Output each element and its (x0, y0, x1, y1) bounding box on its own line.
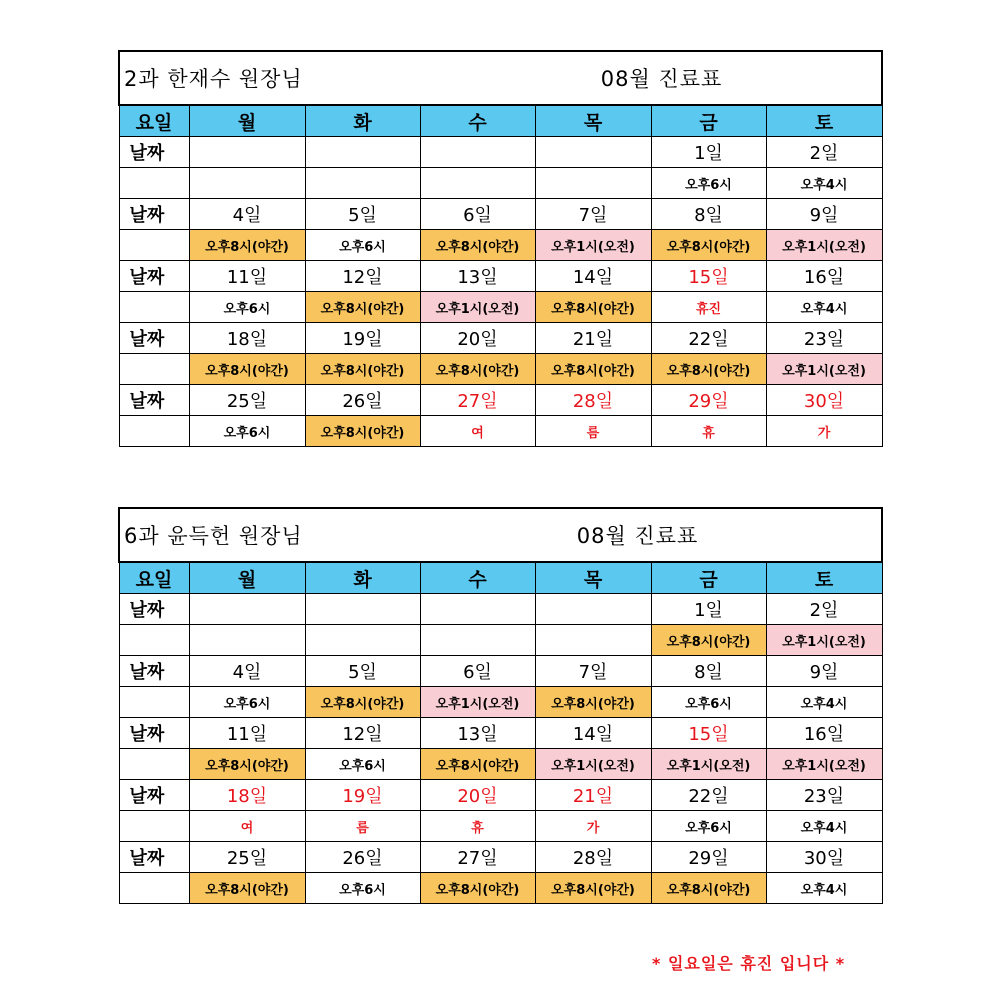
hours-cell: 오후8시(야간) (189, 354, 305, 385)
hours-cell: 여 (420, 416, 535, 447)
hours-cell: 휴진 (651, 292, 766, 323)
date-row (119, 780, 882, 811)
schedule-month-title: 08월 진료표 (600, 67, 723, 91)
date-cell (305, 594, 420, 625)
doctor-name: 6과 윤득헌 원장님 (124, 524, 303, 548)
hours-cell: 오후8시(야간) (305, 687, 420, 718)
hours-row (119, 625, 882, 656)
date-cell: 18일 (189, 323, 305, 354)
date-row (119, 594, 882, 625)
hours-row (119, 811, 882, 842)
hours-cell: 오후6시 (651, 168, 766, 199)
date-cell: 28일 (535, 385, 651, 416)
hours-cell: 름 (535, 416, 651, 447)
hours-cell (535, 625, 651, 656)
weekday-header: 목 (535, 105, 651, 137)
weekday-header-row (119, 562, 882, 594)
hours-cell: 오후8시(야간) (420, 230, 535, 261)
date-cell (535, 137, 651, 168)
hours-cell: 오후4시 (766, 292, 882, 323)
weekday-header-label: 요일 (119, 562, 189, 594)
hours-cell: 오후8시(야간) (535, 687, 651, 718)
hours-cell: 오후1시(오전) (535, 749, 651, 780)
hours-row (119, 230, 882, 261)
date-row-label: 날짜 (119, 594, 189, 625)
hours-row (119, 687, 882, 718)
date-cell: 8일 (651, 199, 766, 230)
date-cell: 11일 (189, 261, 305, 292)
weekday-header: 수 (420, 105, 535, 137)
hours-row (119, 354, 882, 385)
date-cell: 5일 (305, 199, 420, 230)
hours-cell: 오후8시(야간) (420, 873, 535, 904)
date-cell: 16일 (766, 261, 882, 292)
date-cell: 2일 (766, 137, 882, 168)
hours-row-label (119, 687, 189, 718)
hours-row-label (119, 749, 189, 780)
date-cell: 18일 (189, 780, 305, 811)
date-cell: 5일 (305, 656, 420, 687)
date-cell (189, 594, 305, 625)
date-cell: 1일 (651, 137, 766, 168)
hours-row-label (119, 625, 189, 656)
sunday-closed-note: * 일요일은 휴진 입니다 * (652, 954, 846, 973)
date-row (119, 718, 882, 749)
date-row-label: 날짜 (119, 261, 189, 292)
date-cell: 1일 (651, 594, 766, 625)
weekday-header: 수 (420, 562, 535, 594)
hours-cell: 오후6시 (189, 687, 305, 718)
date-cell (420, 594, 535, 625)
date-row (119, 199, 882, 230)
weekday-header: 금 (651, 562, 766, 594)
hours-row-label (119, 416, 189, 447)
date-row-label: 날짜 (119, 842, 189, 873)
date-cell: 21일 (535, 323, 651, 354)
title-row (119, 508, 882, 562)
date-cell: 7일 (535, 199, 651, 230)
date-row (119, 656, 882, 687)
date-cell: 6일 (420, 656, 535, 687)
hours-cell: 오후8시(야간) (305, 416, 420, 447)
hours-row (119, 873, 882, 904)
hours-cell: 오후1시(오전) (766, 749, 882, 780)
hours-cell: 름 (305, 811, 420, 842)
date-cell (305, 137, 420, 168)
date-cell: 22일 (651, 323, 766, 354)
weekday-header: 토 (766, 105, 882, 137)
date-cell: 27일 (420, 842, 535, 873)
weekday-header: 목 (535, 562, 651, 594)
doctor-name: 2과 한재수 원장님 (124, 67, 303, 91)
weekday-header: 화 (305, 562, 420, 594)
hours-cell: 오후8시(야간) (189, 873, 305, 904)
date-cell (420, 137, 535, 168)
schedule-month-title: 08월 진료표 (576, 524, 699, 548)
weekday-header: 월 (189, 562, 305, 594)
date-cell: 4일 (189, 656, 305, 687)
date-cell: 23일 (766, 780, 882, 811)
date-row (119, 137, 882, 168)
date-cell: 29일 (651, 842, 766, 873)
date-cell: 30일 (766, 842, 882, 873)
date-cell: 14일 (535, 718, 651, 749)
hours-cell: 오후8시(야간) (420, 354, 535, 385)
hours-cell (189, 625, 305, 656)
date-cell: 20일 (420, 323, 535, 354)
date-cell: 21일 (535, 780, 651, 811)
date-cell: 15일 (651, 261, 766, 292)
date-cell: 20일 (420, 780, 535, 811)
hours-cell: 오후6시 (305, 873, 420, 904)
date-row-label: 날짜 (119, 780, 189, 811)
hours-cell: 오후8시(야간) (420, 749, 535, 780)
date-cell: 6일 (420, 199, 535, 230)
hours-cell: 오후6시 (189, 292, 305, 323)
date-cell: 15일 (651, 718, 766, 749)
hours-cell: 오후4시 (766, 873, 882, 904)
date-cell: 2일 (766, 594, 882, 625)
hours-cell: 오후8시(야간) (651, 354, 766, 385)
hours-cell: 오후8시(야간) (189, 230, 305, 261)
hours-cell: 오후8시(야간) (535, 292, 651, 323)
hours-row-label (119, 292, 189, 323)
date-cell: 12일 (305, 718, 420, 749)
date-row (119, 323, 882, 354)
date-cell (189, 137, 305, 168)
date-row-label: 날짜 (119, 199, 189, 230)
hours-cell: 오후1시(오전) (535, 230, 651, 261)
hours-cell (535, 168, 651, 199)
date-row-label: 날짜 (119, 718, 189, 749)
date-cell: 28일 (535, 842, 651, 873)
date-cell: 19일 (305, 323, 420, 354)
hours-cell: 가 (766, 416, 882, 447)
schedule-table-doctor-2 (118, 50, 883, 447)
date-cell: 11일 (189, 718, 305, 749)
hours-cell (305, 625, 420, 656)
hours-cell: 오후6시 (305, 749, 420, 780)
date-cell: 14일 (535, 261, 651, 292)
hours-cell: 오후6시 (651, 811, 766, 842)
date-row (119, 385, 882, 416)
weekday-header: 화 (305, 105, 420, 137)
date-row-label: 날짜 (119, 656, 189, 687)
hours-cell: 오후8시(야간) (305, 292, 420, 323)
date-cell: 30일 (766, 385, 882, 416)
date-cell (535, 594, 651, 625)
hours-cell (420, 168, 535, 199)
weekday-header: 금 (651, 105, 766, 137)
hours-cell: 오후8시(야간) (189, 749, 305, 780)
hours-cell: 오후6시 (189, 416, 305, 447)
date-cell: 27일 (420, 385, 535, 416)
date-cell: 22일 (651, 780, 766, 811)
hours-cell: 여 (189, 811, 305, 842)
date-cell: 19일 (305, 780, 420, 811)
hours-row-label (119, 873, 189, 904)
date-cell: 25일 (189, 385, 305, 416)
hours-cell: 휴 (651, 416, 766, 447)
title-row (119, 51, 882, 105)
schedule-body (119, 51, 882, 447)
hours-row-label (119, 168, 189, 199)
hours-cell: 오후8시(야간) (651, 625, 766, 656)
hours-cell: 오후8시(야간) (651, 230, 766, 261)
date-cell: 12일 (305, 261, 420, 292)
schedule-table-doctor-6 (118, 507, 883, 904)
hours-cell: 오후1시(오전) (766, 230, 882, 261)
hours-cell: 오후6시 (651, 687, 766, 718)
hours-cell: 오후8시(야간) (535, 873, 651, 904)
schedule-body (119, 508, 882, 904)
date-cell: 23일 (766, 323, 882, 354)
hours-cell (189, 168, 305, 199)
hours-row (119, 292, 882, 323)
hours-cell (420, 625, 535, 656)
hours-cell: 오후1시(오전) (420, 292, 535, 323)
date-cell: 13일 (420, 718, 535, 749)
weekday-header-row (119, 105, 882, 137)
date-cell: 16일 (766, 718, 882, 749)
date-cell: 4일 (189, 199, 305, 230)
title-cell (119, 51, 882, 105)
date-cell: 9일 (766, 656, 882, 687)
date-cell: 13일 (420, 261, 535, 292)
hours-row-label (119, 230, 189, 261)
hours-cell: 오후1시(오전) (766, 625, 882, 656)
hours-cell: 오후4시 (766, 687, 882, 718)
date-cell: 9일 (766, 199, 882, 230)
hours-cell: 오후8시(야간) (305, 354, 420, 385)
date-cell: 29일 (651, 385, 766, 416)
hours-cell: 오후1시(오전) (420, 687, 535, 718)
date-row-label: 날짜 (119, 137, 189, 168)
title-cell (119, 508, 882, 562)
hours-cell: 휴 (420, 811, 535, 842)
date-cell: 26일 (305, 385, 420, 416)
date-cell: 25일 (189, 842, 305, 873)
hours-row-label (119, 811, 189, 842)
weekday-header: 월 (189, 105, 305, 137)
date-cell: 7일 (535, 656, 651, 687)
weekday-header-label: 요일 (119, 105, 189, 137)
date-row (119, 261, 882, 292)
hours-cell: 오후4시 (766, 168, 882, 199)
hours-cell (305, 168, 420, 199)
hours-cell: 가 (535, 811, 651, 842)
hours-cell: 오후8시(야간) (651, 873, 766, 904)
hours-cell: 오후4시 (766, 811, 882, 842)
date-cell: 8일 (651, 656, 766, 687)
date-row-label: 날짜 (119, 323, 189, 354)
weekday-header: 토 (766, 562, 882, 594)
date-row-label: 날짜 (119, 385, 189, 416)
hours-cell: 오후6시 (305, 230, 420, 261)
date-row (119, 842, 882, 873)
hours-row-label (119, 354, 189, 385)
hours-cell: 오후8시(야간) (535, 354, 651, 385)
hours-row (119, 416, 882, 447)
hours-cell: 오후1시(오전) (766, 354, 882, 385)
hours-row (119, 749, 882, 780)
date-cell: 26일 (305, 842, 420, 873)
hours-row (119, 168, 882, 199)
hours-cell: 오후1시(오전) (651, 749, 766, 780)
